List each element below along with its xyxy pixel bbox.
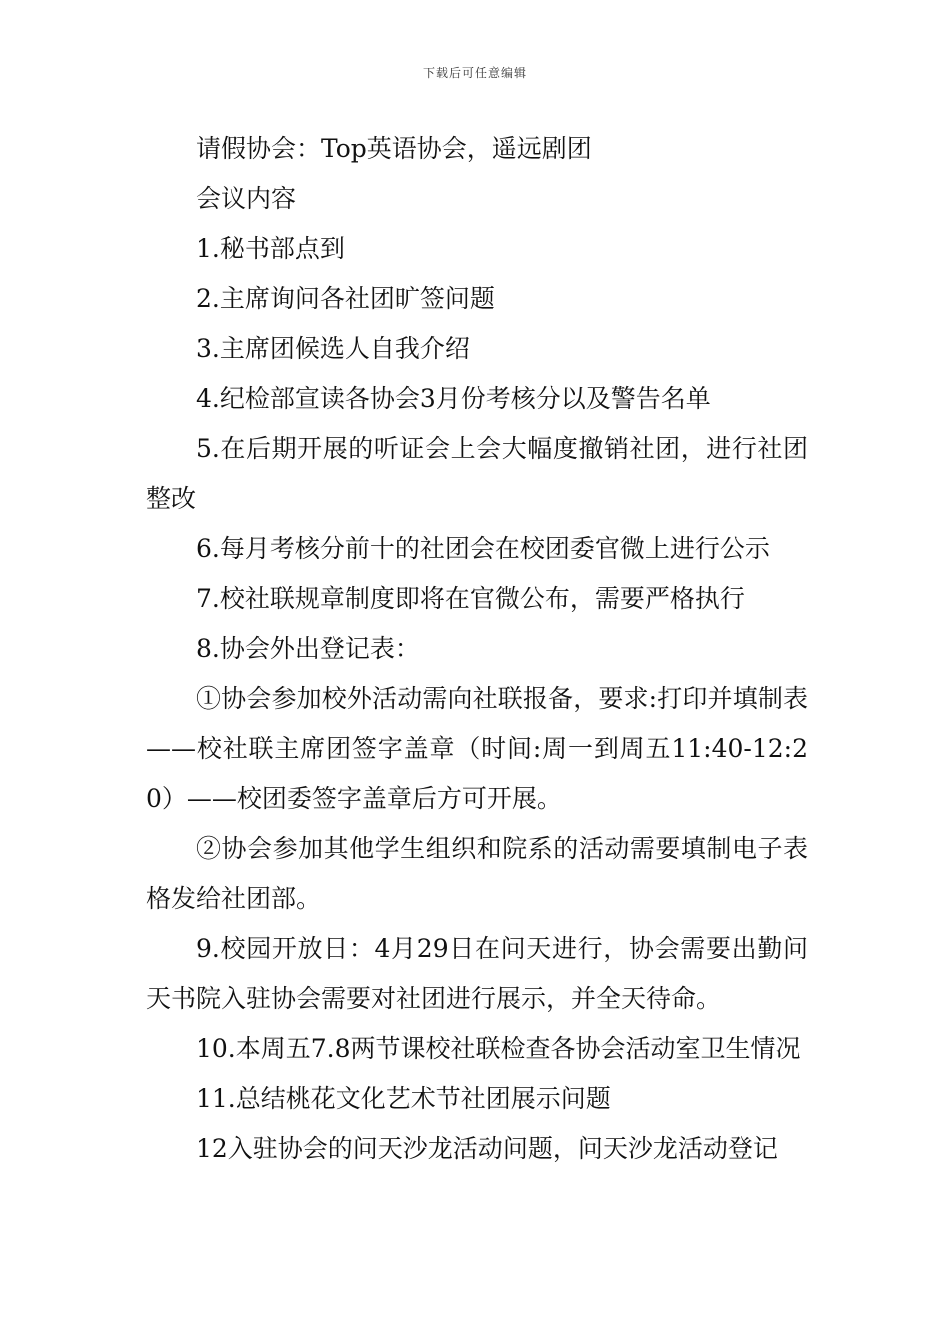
agenda-item-1: 1.秘书部点到: [196, 234, 345, 263]
agenda-item-6: 6.每月考核分前十的社团会在校团委官微上进行公示: [196, 534, 770, 563]
absent-associations-line: 请假协会：Top英语协会，遥远剧团: [196, 134, 592, 163]
agenda-item-8: 8.协会外出登记表：: [196, 634, 420, 663]
agenda-item-8-sub-2: ②协会参加其他学生组织和院系的活动需要填制电子表格发给社团部。: [146, 834, 808, 913]
agenda-item-11: 11.总结桃花文化艺术节社团展示问题: [196, 1084, 611, 1113]
agenda-item-3: 3.主席团候选人自我介绍: [196, 334, 470, 363]
document-body: [146, 124, 808, 1174]
agenda-item-4: 4.纪检部宣读各协会3月份考核分以及警告名单: [196, 384, 711, 413]
page-header: 下载后可任意编辑: [422, 66, 527, 80]
agenda-title: 会议内容: [196, 184, 297, 213]
agenda-item-9: 9.校园开放日：4月29日在问天进行，协会需要出勤问天书院入驻协会需要对社团进行展示，并全天待命。: [146, 934, 808, 1013]
agenda-item-2: 2.主席询问各社团旷签问题: [196, 284, 495, 313]
agenda-item-8-sub-1: ①协会参加校外活动需向社联报备，要求:打印并填制表——校社联主席团签字盖章（时间:周一到周五11:40-12:20）——校团委签字盖章后方可开展。: [146, 684, 808, 813]
agenda-item-10: 10.本周五7.8两节课校社联检查各协会活动室卫生情况: [196, 1034, 801, 1063]
agenda-item-7: 7.校社联规章制度即将在官微公布，需要严格执行: [196, 584, 745, 613]
agenda-item-5: 5.在后期开展的听证会上会大幅度撤销社团，进行社团整改: [146, 434, 808, 513]
agenda-item-12: 12入驻协会的问天沙龙活动问题，问天沙龙活动登记: [196, 1134, 778, 1163]
